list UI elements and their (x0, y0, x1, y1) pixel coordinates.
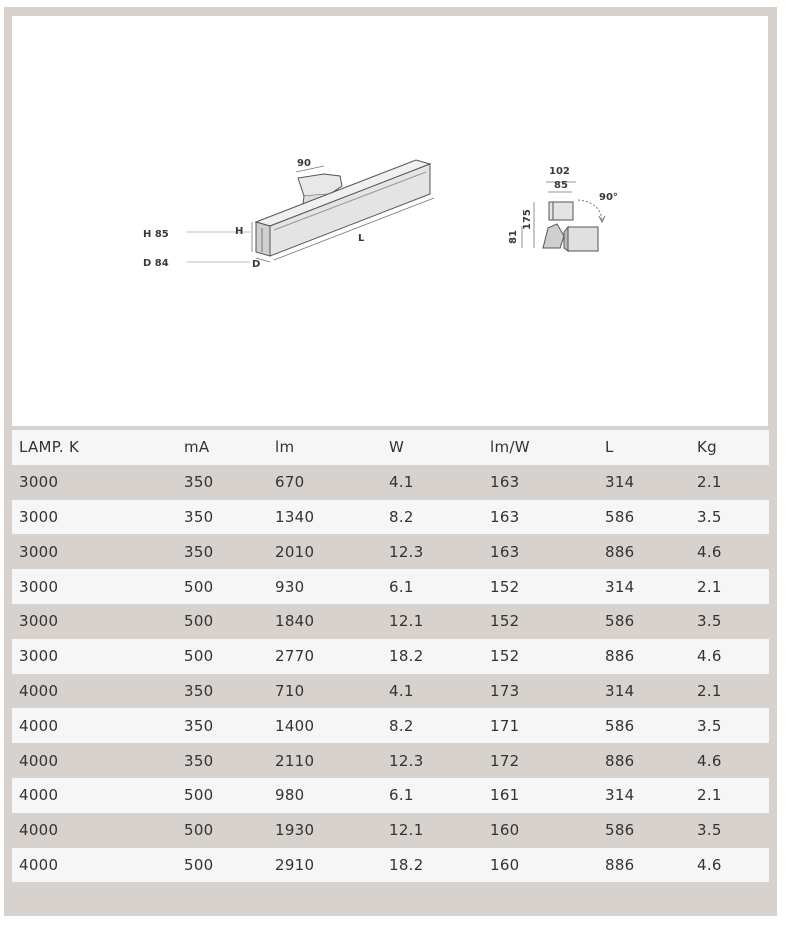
cell-ma: 350 (184, 751, 214, 770)
cell-l: 586 (605, 716, 635, 735)
dim-h-marker: H (235, 226, 244, 237)
table-row (12, 778, 769, 813)
cell-lm-w: 171 (490, 716, 520, 735)
cell-lm-w: 152 (490, 577, 520, 596)
cell-w: 18.2 (389, 647, 424, 666)
cell-kg: 4.6 (697, 542, 722, 561)
cell-lm-w: 163 (490, 507, 520, 526)
cell-lm: 2770 (275, 647, 315, 666)
cell-ma: 500 (184, 786, 214, 805)
table-row (12, 534, 769, 569)
table-row (12, 569, 769, 604)
cell-lm-w: 173 (490, 681, 520, 700)
cell-l: 586 (605, 612, 635, 631)
cell-lm-w: 163 (490, 542, 520, 561)
dim-d-marker: D (252, 259, 261, 270)
cell-l: 586 (605, 507, 635, 526)
cell-ma: 350 (184, 681, 214, 700)
table-row (12, 604, 769, 639)
cell-w: 8.2 (389, 716, 414, 735)
header-l: L (605, 438, 614, 457)
cell-kg: 4.6 (697, 855, 722, 874)
cell-l: 314 (605, 473, 635, 492)
header-kg: Kg (697, 438, 717, 457)
cell-kg: 2.1 (697, 786, 722, 805)
cell-kg: 3.5 (697, 716, 722, 735)
header-lamp-k: LAMP. K (19, 438, 80, 457)
cell-lm-w: 160 (490, 855, 520, 874)
dim-height-base: 81 (508, 230, 519, 244)
cell-w: 12.1 (389, 612, 424, 631)
cell-kg: 3.5 (697, 821, 722, 840)
cell-lm-w: 152 (490, 612, 520, 631)
cell-kg: 4.6 (697, 647, 722, 666)
cell-w: 12.3 (389, 542, 424, 561)
specs-table (12, 430, 769, 882)
cell-lm: 1930 (275, 821, 315, 840)
technical-drawing-panel (12, 16, 768, 426)
cell-l: 586 (605, 821, 635, 840)
cell-w: 8.2 (389, 507, 414, 526)
cell-lamp-k: 4000 (19, 751, 59, 770)
cell-w: 4.1 (389, 473, 414, 492)
cell-ma: 500 (184, 855, 214, 874)
cell-kg: 2.1 (697, 577, 722, 596)
table-row (12, 639, 769, 674)
cell-lm: 1840 (275, 612, 315, 631)
header-lm-w: lm/W (490, 438, 530, 457)
technical-drawing (12, 16, 768, 426)
cell-lamp-k: 4000 (19, 855, 59, 874)
cell-lm-w: 152 (490, 647, 520, 666)
cell-l: 886 (605, 542, 635, 561)
header-w: W (389, 438, 405, 457)
dim-rotation: 90° (599, 192, 618, 203)
cell-lm: 710 (275, 681, 305, 700)
table-row (12, 465, 769, 500)
cell-lamp-k: 3000 (19, 577, 59, 596)
table-row (12, 500, 769, 535)
dim-width-inner: 85 (554, 180, 568, 191)
cell-l: 886 (605, 647, 635, 666)
cell-ma: 350 (184, 716, 214, 735)
cell-l: 314 (605, 577, 635, 596)
cell-w: 6.1 (389, 786, 414, 805)
dim-l-marker: L (358, 233, 365, 244)
cell-lamp-k: 3000 (19, 647, 59, 666)
cell-lm: 2110 (275, 751, 315, 770)
cell-l: 886 (605, 751, 635, 770)
cell-l: 886 (605, 855, 635, 874)
side-view-drawing (187, 160, 434, 262)
cell-ma: 500 (184, 577, 214, 596)
cell-lm: 2010 (275, 542, 315, 561)
cell-lm-w: 163 (490, 473, 520, 492)
cell-w: 18.2 (389, 855, 424, 874)
cell-lm: 1340 (275, 507, 315, 526)
cell-w: 12.3 (389, 751, 424, 770)
dim-height-total: 175 (522, 209, 533, 230)
cell-lamp-k: 4000 (19, 716, 59, 735)
table-row (12, 848, 769, 883)
table-row (12, 674, 769, 709)
cell-lm: 2910 (275, 855, 315, 874)
cell-w: 6.1 (389, 577, 414, 596)
dim-d-label: D 84 (143, 258, 169, 269)
cell-lm: 1400 (275, 716, 315, 735)
table-header-row (12, 430, 769, 465)
cell-lm-w: 161 (490, 786, 520, 805)
cell-lamp-k: 3000 (19, 507, 59, 526)
cell-lamp-k: 3000 (19, 473, 59, 492)
cell-lamp-k: 3000 (19, 612, 59, 631)
cell-lm-w: 160 (490, 821, 520, 840)
cell-lamp-k: 4000 (19, 786, 59, 805)
cell-ma: 500 (184, 647, 214, 666)
cell-kg: 2.1 (697, 473, 722, 492)
cell-ma: 500 (184, 821, 214, 840)
header-ma: mA (184, 438, 210, 457)
cell-w: 4.1 (389, 681, 414, 700)
cell-lm: 930 (275, 577, 305, 596)
cell-lamp-k: 3000 (19, 542, 59, 561)
cell-lamp-k: 4000 (19, 681, 59, 700)
cell-ma: 350 (184, 542, 214, 561)
table-row (12, 708, 769, 743)
dim-h-label: H 85 (143, 229, 169, 240)
cell-ma: 350 (184, 473, 214, 492)
cell-lamp-k: 4000 (19, 821, 59, 840)
cell-lm-w: 172 (490, 751, 520, 770)
cell-w: 12.1 (389, 821, 424, 840)
header-lm: lm (275, 438, 295, 457)
cell-kg: 4.6 (697, 751, 722, 770)
dim-bracket-width: 90 (297, 158, 311, 169)
cell-ma: 500 (184, 612, 214, 631)
cell-kg: 2.1 (697, 681, 722, 700)
end-view-drawing (522, 182, 605, 251)
cell-lm: 980 (275, 786, 305, 805)
dim-width-outer: 102 (549, 166, 570, 177)
cell-lm: 670 (275, 473, 305, 492)
cell-l: 314 (605, 681, 635, 700)
cell-l: 314 (605, 786, 635, 805)
cell-ma: 350 (184, 507, 214, 526)
table-row (12, 743, 769, 778)
cell-kg: 3.5 (697, 507, 722, 526)
cell-kg: 3.5 (697, 612, 722, 631)
table-row (12, 813, 769, 848)
